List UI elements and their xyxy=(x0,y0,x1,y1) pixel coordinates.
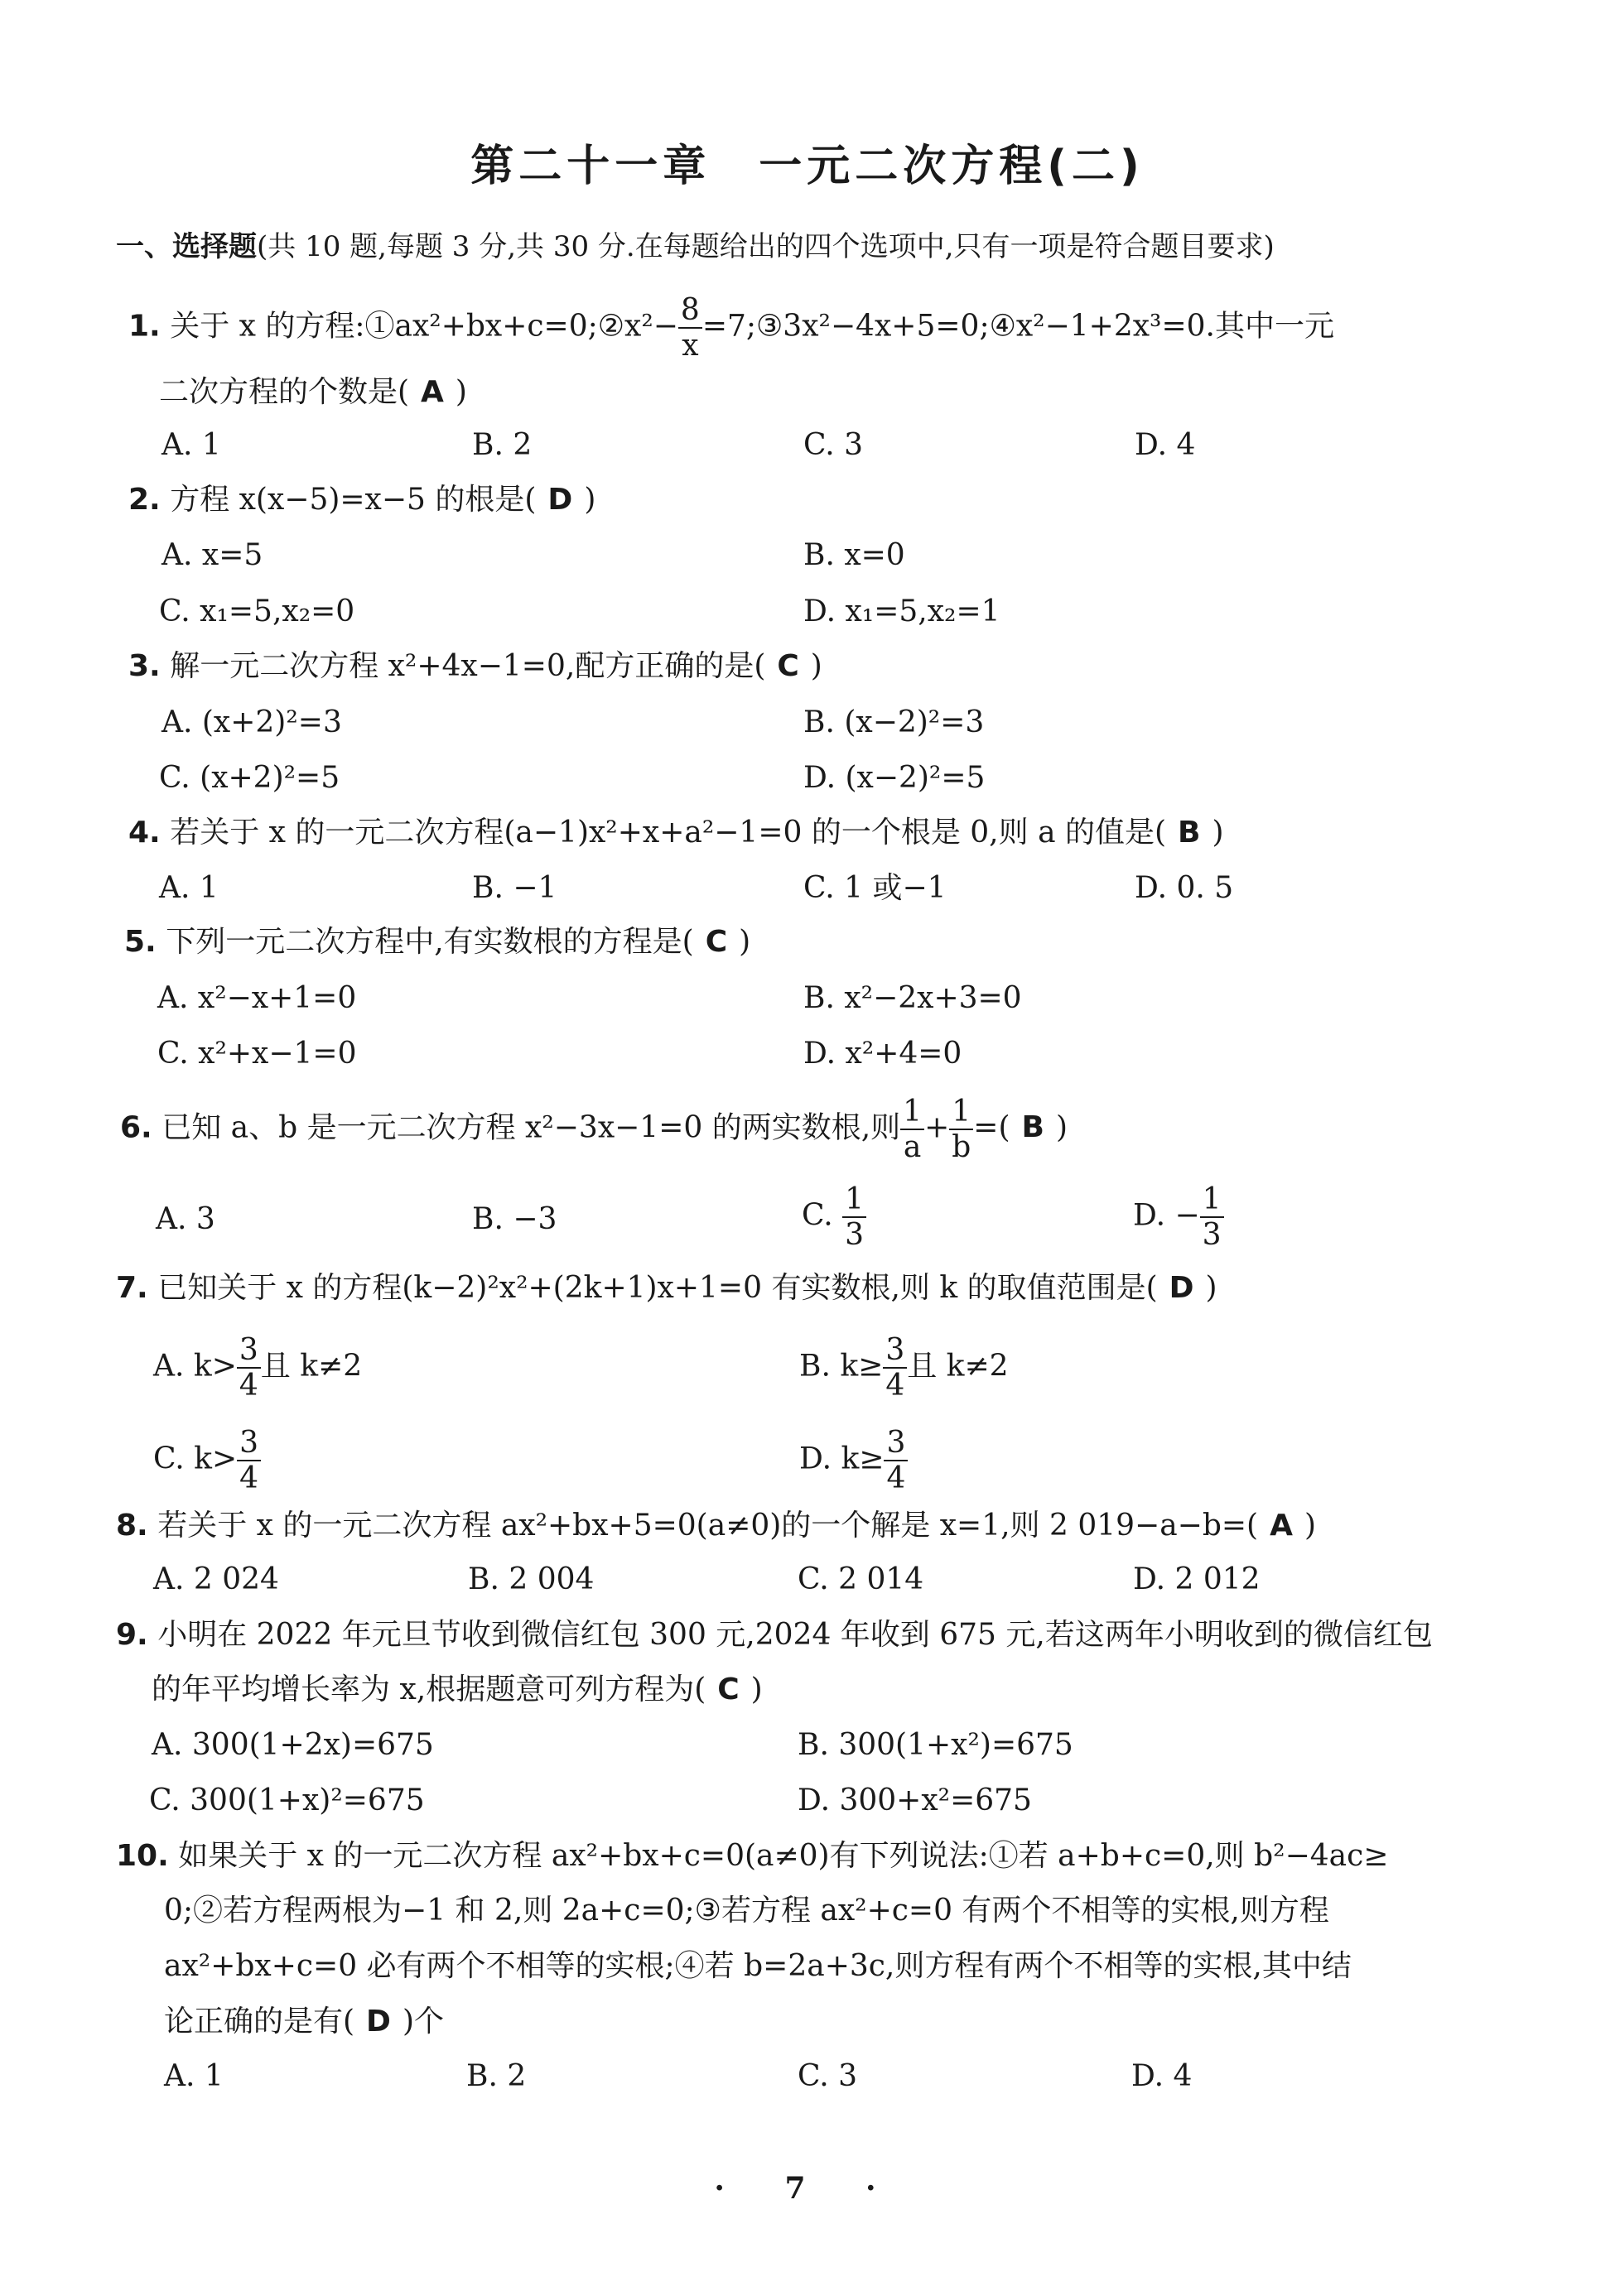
page-number: · 7 · xyxy=(714,2171,901,2206)
option-a: A. 1 xyxy=(162,428,221,462)
question-10-stem: 10. 如果关于 x 的一元二次方程 ax²+bx+c=0(a≠0)有下列说法:①若 a+b+c=0,则 b²−4ac≥ xyxy=(116,1839,1389,1873)
fraction: $\frac{1}{a}$ xyxy=(900,1095,924,1165)
option-b: B. x=0 xyxy=(803,538,905,572)
option-a: A. 1 xyxy=(159,871,219,905)
option-b: B. −1 xyxy=(472,871,557,905)
question-1-stem-line2: 二次方程的个数是( A ) xyxy=(159,375,467,409)
option-b: B. −3 xyxy=(472,1202,557,1236)
option-c: C. 2 014 xyxy=(798,1562,924,1596)
question-9-stem-line2: 的年平均增长率为 x,根据题意可列方程为( C ) xyxy=(152,1673,763,1706)
option-c: C. $\frac{1}{3}$ xyxy=(802,1182,866,1253)
answer-letter: C xyxy=(777,649,799,683)
option-d: D. (x−2)²=5 xyxy=(803,761,986,795)
option-d: D. 4 xyxy=(1135,428,1196,462)
option-b: B. 2 xyxy=(466,2059,527,2093)
option-d: D. − $\frac{1}{3}$ xyxy=(1133,1182,1224,1253)
option-a: A. k> $\frac{3}{4}$ 且 k≠2 xyxy=(153,1333,363,1403)
option-a: A. 3 xyxy=(156,1202,215,1236)
answer-letter: B xyxy=(1021,1110,1044,1145)
section-note: (共 10 题,每题 3 分,共 30 分.在每题给出的四个选项中,只有一项是符合题目要求) xyxy=(257,230,1275,263)
option-a: A. 1 xyxy=(164,2059,224,2093)
option-c: C. 3 xyxy=(803,428,864,462)
option-a: A. x=5 xyxy=(162,538,263,572)
question-10-stem-line3: ax²+bx+c=0 必有两个不相等的实根;④若 b=2a+3c,则方程有两个不相等的实根,其中结 xyxy=(164,1949,1352,1983)
question-6-stem: 6. 已知 a、b 是一元二次方程 x²−3x−1=0 的两实数根,则 $\frac{1}{a}$ + $\frac{1}{b}$ =( B ) xyxy=(120,1095,1068,1165)
option-a: A. 2 024 xyxy=(153,1562,279,1596)
option-c: C. 3 xyxy=(798,2059,858,2093)
fraction: $\frac{1}{b}$ xyxy=(949,1095,973,1165)
option-c: C. 300(1+x)²=675 xyxy=(149,1783,425,1817)
option-b: B. 2 xyxy=(472,428,533,462)
question-8-stem: 8. 若关于 x 的一元二次方程 ax²+bx+5=0(a≠0)的一个解是 x=1,则 2 019−a−b=( A ) xyxy=(116,1509,1317,1543)
option-b: B. x²−2x+3=0 xyxy=(803,981,1022,1015)
answer-letter: A xyxy=(1270,1509,1293,1543)
question-5-stem: 5. 下列一元二次方程中,有实数根的方程是( C ) xyxy=(124,925,751,959)
question-10-stem-line2: 0;②若方程两根为−1 和 2,则 2a+c=0;③若方程 ax²+c=0 有两个不相等的实根,则方程 xyxy=(164,1894,1329,1928)
option-a: A. 300(1+2x)=675 xyxy=(152,1728,434,1762)
answer-letter: D xyxy=(366,2005,391,2038)
option-b: B. 2 004 xyxy=(468,1562,595,1596)
question-4-stem: 4. 若关于 x 的一元二次方程(a−1)x²+x+a²−1=0 的一个根是 0,则 a 的值是( B ) xyxy=(128,816,1224,850)
option-a: A. x²−x+1=0 xyxy=(157,981,357,1015)
option-b: B. (x−2)²=3 xyxy=(803,705,985,739)
option-c: C. x²+x−1=0 xyxy=(157,1037,357,1071)
answer-letter: D xyxy=(1169,1271,1194,1305)
section-label: 一、选择题 xyxy=(116,230,257,263)
fraction: $\frac{8}{x}$ xyxy=(678,293,702,363)
question-number: 1. xyxy=(128,309,161,344)
option-d: D. 2 012 xyxy=(1133,1562,1261,1596)
question-10-stem-line4: 论正确的是有( D )个 xyxy=(164,2005,444,2038)
question-7-stem: 7. 已知关于 x 的方程(k−2)²x²+(2k+1)x+1=0 有实数根,则 k 的取值范围是( D ) xyxy=(116,1271,1217,1305)
option-a: A. (x+2)²=3 xyxy=(162,705,342,739)
section-header xyxy=(116,224,1275,264)
answer-letter: C xyxy=(717,1673,740,1706)
answer-letter: A xyxy=(421,375,444,409)
option-b: B. k≥ $\frac{3}{4}$ 且 k≠2 xyxy=(799,1333,1009,1403)
option-d: D. 0. 5 xyxy=(1135,871,1234,905)
answer-letter: B xyxy=(1178,816,1201,850)
stem-text: 关于 x 的方程:①ax²+bx+c=0;②x²− xyxy=(170,309,678,344)
option-d: D. 300+x²=675 xyxy=(798,1783,1032,1817)
option-c: C. 1 或−1 xyxy=(803,871,947,905)
option-d: D. x₁=5,x₂=1 xyxy=(803,594,1000,628)
option-d: D. 4 xyxy=(1131,2059,1193,2093)
option-b: B. 300(1+x²)=675 xyxy=(798,1728,1073,1762)
answer-letter: C xyxy=(705,925,728,959)
chapter-title: 第二十一章 一元二次方程(二) xyxy=(470,142,1145,191)
question-1-stem xyxy=(128,293,1334,363)
option-d: D. k≥ $\frac{3}{4}$ xyxy=(799,1426,908,1496)
option-d: D. x²+4=0 xyxy=(803,1037,962,1071)
option-c: C. k> $\frac{3}{4}$ xyxy=(153,1426,261,1496)
question-3-stem: 3. 解一元二次方程 x²+4x−1=0,配方正确的是( C ) xyxy=(128,649,822,683)
question-9-stem: 9. 小明在 2022 年元旦节收到微信红包 300 元,2024 年收到 675 元,若这两年小明收到的微信红包 xyxy=(116,1618,1433,1652)
option-c: C. x₁=5,x₂=0 xyxy=(159,594,355,628)
question-2-stem: 2. 方程 x(x−5)=x−5 的根是( D ) xyxy=(128,483,596,517)
stem-text: =7;③3x²−4x+5=0;④x²−1+2x³=0.其中一元 xyxy=(701,309,1334,344)
answer-letter: D xyxy=(547,483,573,517)
option-c: C. (x+2)²=5 xyxy=(159,761,340,795)
